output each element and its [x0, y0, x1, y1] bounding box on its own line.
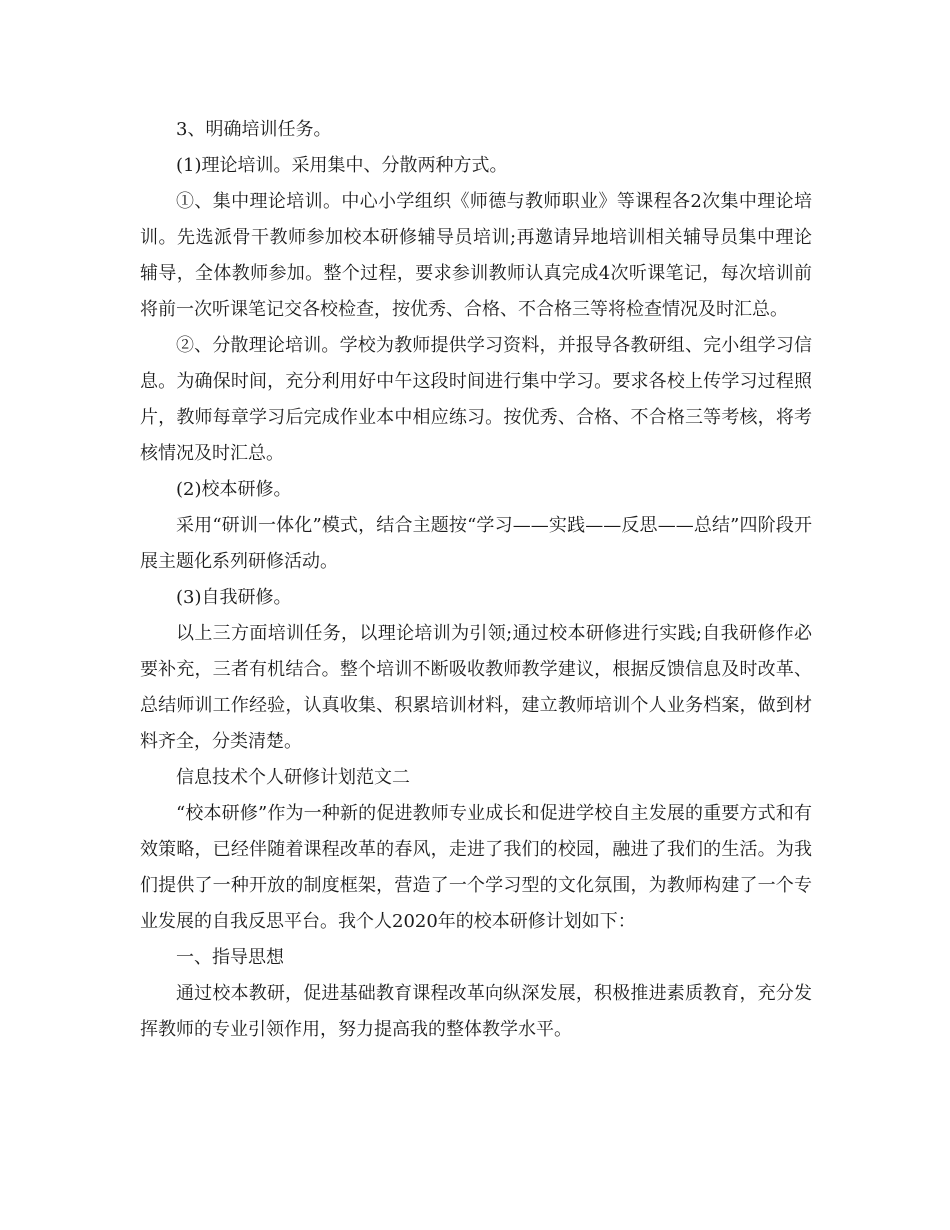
paragraph-guiding-heading: 一、指导思想 [176, 947, 284, 968]
paragraph-intro: “校本研修”作为一种新的促进教师专业成长和促进学校自主发展的重要方式和有效策略，已经伴随着课程改革的春风，走进了我们的校园，融进了我们的生活。为我们提供了一种开放的制度框架，营造了一个学习型的文化氛围，为教师构建了一个专业发展的自我反思平台。我个人2020年的校本研修计划如下： [140, 803, 812, 932]
paragraph-task-heading: 3、明确培训任务。 [176, 119, 332, 140]
paragraph-school-research: (2)校本研修。 [176, 479, 292, 500]
paragraph-research-mode: 采用“研训一体化”模式，结合主题按“学习——实践——反思——总结”四阶段开展主题化系列研修活动。 [140, 515, 812, 572]
paragraph-summary: 以上三方面培训任务，以理论培训为引领;通过校本研修进行实践;自我研修作必要补充，三者有机结合。整个培训不断吸收教师教学建议，根据反馈信息及时改革、总结师训工作经验，认真收集、积累培训材料，建立教师培训个人业务档案，做到材料齐全，分类清楚。 [140, 623, 812, 752]
paragraph-guiding-text: 通过校本教研，促进基础教育课程改革向纵深发展，积极推进素质教育，充分发挥教师的专业引领作用，努力提高我的整体教学水平。 [140, 983, 812, 1040]
paragraph-theory-training: (1)理论培训。采用集中、分散两种方式。 [176, 155, 508, 176]
section-title: 信息技术个人研修计划范文二 [176, 767, 410, 788]
paragraph-self-research: (3)自我研修。 [176, 587, 292, 608]
paragraph-centralized-training: ①、集中理论培训。中心小学组织《师德与教师职业》等课程各2次集中理论培训。先选派骨干教师参加校本研修辅导员培训;再邀请异地培训相关辅导员集中理论辅导，全体教师参加。整个过程，要求参训教师认真完成4次听课笔记，每次培训前将前一次听课笔记交各校检查，按优秀、合格、不合格三等将检查情况及时汇总。 [140, 191, 812, 320]
document-body [140, 112, 812, 1048]
paragraph-distributed-training: ②、分散理论培训。学校为教师提供学习资料，并报导各教研组、完小组学习信息。为确保时间，充分利用好中午这段时间进行集中学习。要求各校上传学习过程照片，教师每章学习后完成作业本中相应练习。按优秀、合格、不合格三等考核，将考核情况及时汇总。 [140, 335, 812, 464]
